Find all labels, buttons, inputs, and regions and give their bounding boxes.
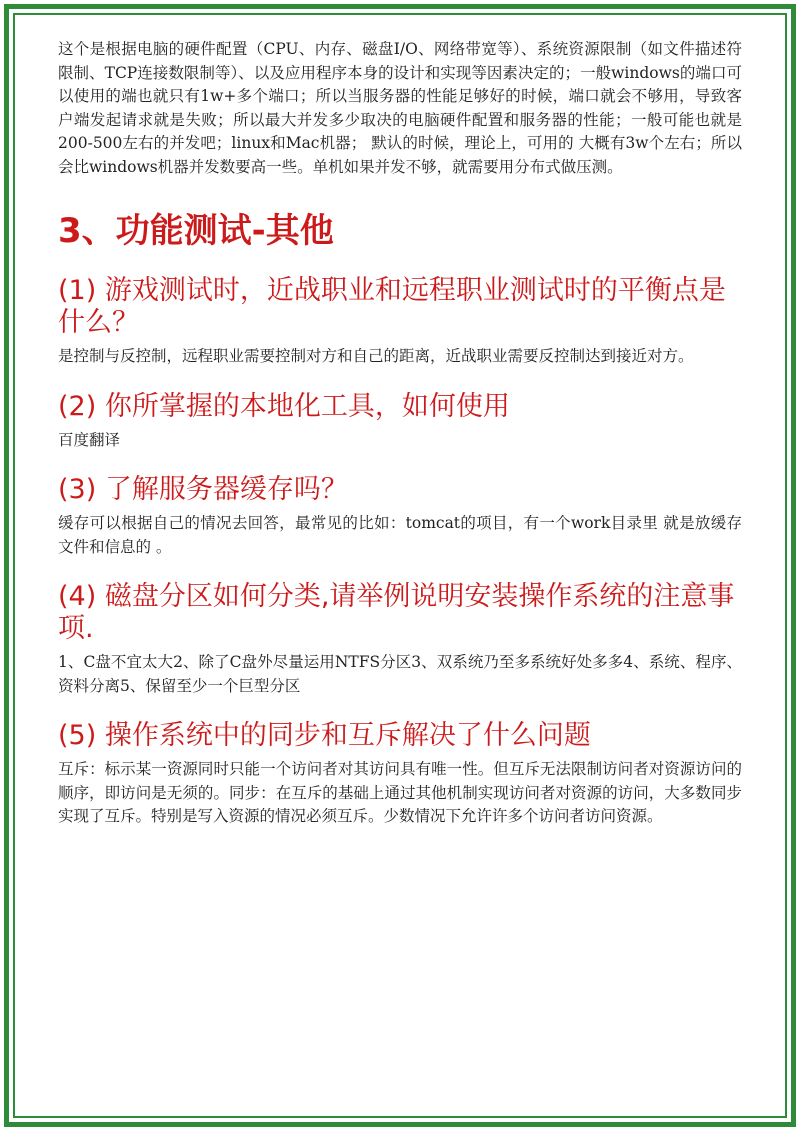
question-answer: 百度翻译 — [58, 430, 121, 449]
question-answer: 1、C盘不宜太大2、除了C盘外尽量运用NTFS分区3、双系统乃至多系统好处多多4、系统、程序、资料分离5、保留至少一个巨型分区 — [58, 653, 742, 695]
question-answer: 是控制与反控制，远程职业需要控制对方和自己的距离，近战职业需要反控制达到接近对方。 — [58, 347, 694, 365]
question-answer: 缓存可以根据自己的情况去回答，最常见的比如：tomcat的项目，有一个work目录里 就是放缓存文件和信息的 。 — [58, 514, 742, 556]
question-5 — [58, 720, 742, 829]
question-2 — [58, 391, 742, 453]
question-3 — [58, 474, 742, 559]
section-title: 3、功能测试-其他 — [58, 211, 334, 251]
question-title: (5) 操作系统中的同步和互斥解决了什么问题 — [58, 720, 591, 751]
question-title: (1) 游戏测试时，近战职业和远程职业测试时的平衡点是什么？ — [58, 275, 726, 338]
question-title: (2) 你所掌握的本地化工具，如何使用 — [58, 390, 510, 422]
question-answer: 互斥：标示某一资源同时只能一个访问者对其访问具有唯一性。但互斥无法限制访问者对资源访问的顺序，即访问是无须的。同步：在互斥的基础上通过其他机制实现访问者对资源的访问，大多数同步实现了互斥。特别是写入资源的情况必须互斥。少数情况下允许许多个访问者访问资源。 — [58, 760, 742, 825]
question-4 — [58, 581, 742, 698]
question-title: (3) 了解服务器缓存吗？ — [58, 474, 348, 505]
document-content — [58, 38, 742, 829]
question-1 — [58, 275, 742, 369]
intro-paragraph: 这个是根据电脑的硬件配置（CPU、内存、磁盘I/O、网络带宽等）、系统资源限制（如文件描述符限制、TCP连接数限制等）、以及应用程序本身的设计和实现等因素决定的；一般windows的端口可以使用的端也就只有1w+多个端口；所以当服务器的性能足够好的时候，端口就会不够用，导致客户端发起请求就是失败；所以最大并发多少取决的电脑硬件配置和服务器的性能；一般可能也就是200-500左右的并发吧；linux和Mac机器； 默认的时候，理论上，可用的 大概有3w个左右；所以会比windows机器并发数要高一些。单机如果并发不够，就需要用分布式做压测。 — [58, 40, 742, 176]
question-title: (4) 磁盘分区如何分类,请举例说明安装操作系统的注意事项. — [58, 581, 735, 644]
